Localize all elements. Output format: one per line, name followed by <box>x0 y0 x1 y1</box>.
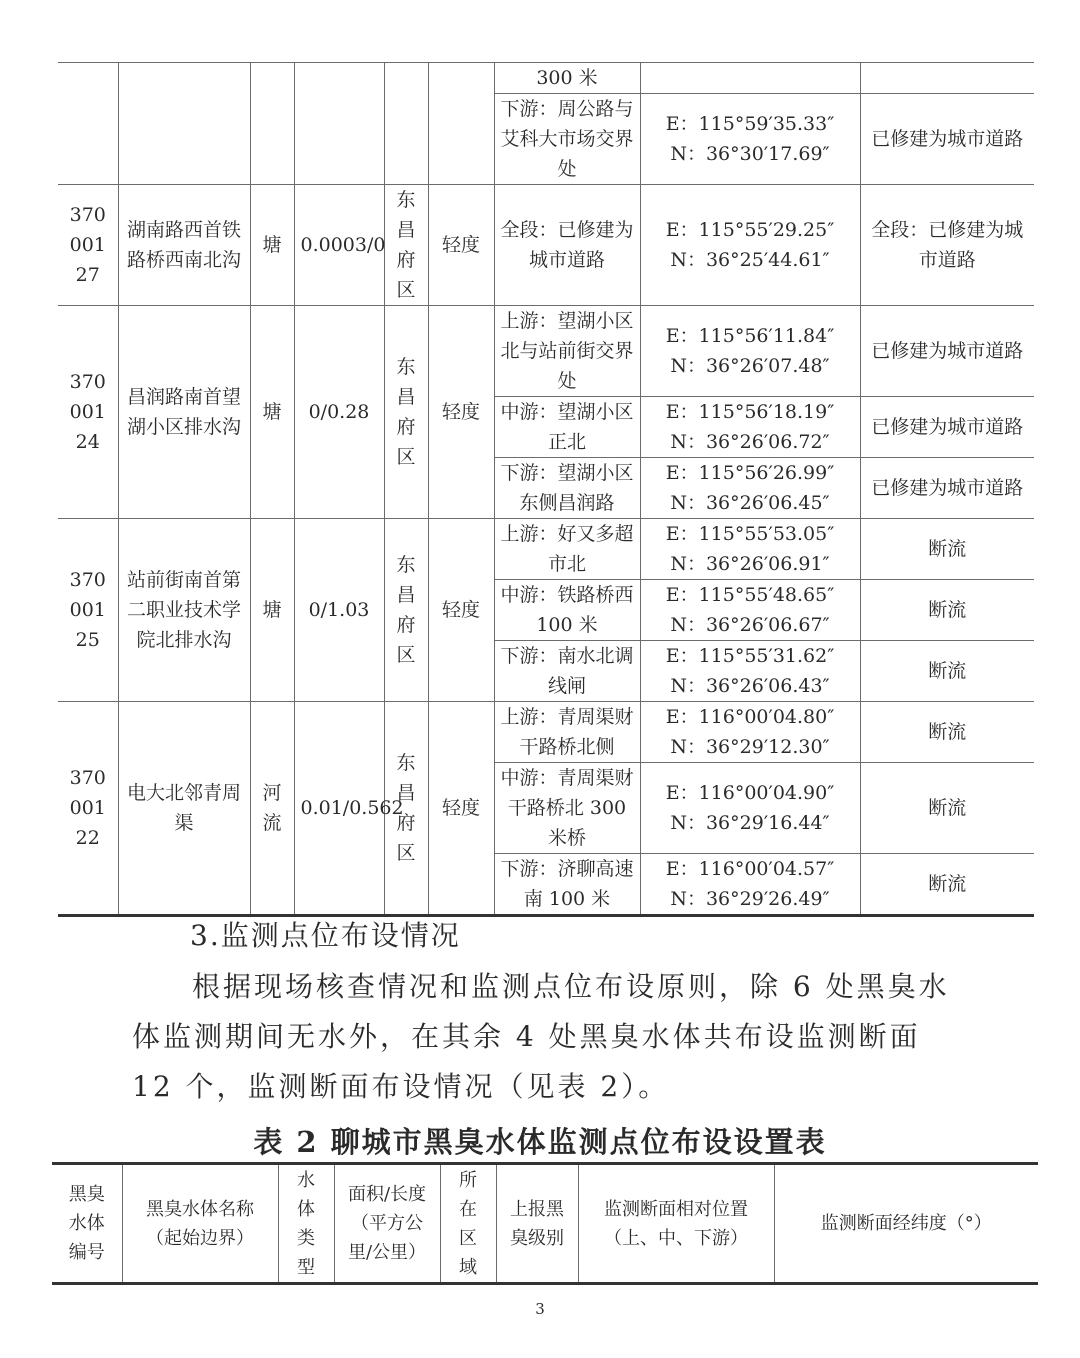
longitude: E：115°56′26.99″ <box>665 462 835 484</box>
size-cell: 0.01/0.562 <box>294 702 384 916</box>
status-cell: 断流 <box>860 854 1034 916</box>
size-cell: 0.0003/0 <box>294 185 384 306</box>
header-code: 黑臭 水体 编号 <box>52 1164 122 1284</box>
coord-cell <box>640 63 860 94</box>
segment-cell: 下游：望湖小区东侧昌润路 <box>494 458 640 519</box>
section-paragraph: 根据现场核查情况和监测点位布设原则，除 6 处黑臭水体监测期间无水外，在其余 4 处黑臭水体共布设监测断面 12 个，监测断面布设情况（见表 2）。 <box>132 970 950 1103</box>
latitude: N：36°26′07.48″ <box>670 355 830 377</box>
longitude: E：115°56′18.19″ <box>665 401 835 423</box>
latitude: N：36°26′06.72″ <box>670 431 830 453</box>
coord-cell <box>640 185 860 306</box>
table-row <box>58 306 1034 397</box>
header-type: 水 体 类 型 <box>278 1164 334 1284</box>
latitude: N：36°26′06.43″ <box>670 675 830 697</box>
size-cell: 0/1.03 <box>294 519 384 702</box>
size-cell: 0/0.28 <box>294 306 384 519</box>
coord-cell <box>640 397 860 458</box>
segment-cell: 下游：南水北调线闸 <box>494 641 640 702</box>
coord-cell <box>640 854 860 916</box>
status-cell: 断流 <box>860 763 1034 854</box>
latitude: N：36°29′16.44″ <box>670 812 830 834</box>
code-cell: 370 001 25 <box>58 519 118 702</box>
monitoring-points-table-header <box>52 1162 1038 1285</box>
status-cell: 断流 <box>860 580 1034 641</box>
segment-cell: 300 米 <box>494 63 640 94</box>
district-cell: 东 昌 府 区 <box>384 185 428 306</box>
segment-cell: 中游：铁路桥西 100 米 <box>494 580 640 641</box>
coord-cell <box>640 763 860 854</box>
coord-cell <box>640 702 860 763</box>
coord-cell <box>640 580 860 641</box>
name-cell: 站前街南首第二职业技术学院北排水沟 <box>118 519 250 702</box>
district-cell: 东 昌 府 区 <box>384 519 428 702</box>
name-cell: 湖南路西首铁路桥西南北沟 <box>118 185 250 306</box>
segment-cell: 下游：周公路与艾科大市场交界处 <box>494 94 640 185</box>
level-cell: 轻度 <box>428 185 494 306</box>
size-cell <box>294 63 384 185</box>
code-cell <box>58 63 118 185</box>
black-odorous-water-table <box>58 62 1034 917</box>
table-row <box>58 519 1034 580</box>
district-cell: 东 昌 府 区 <box>384 306 428 519</box>
latitude: N：36°26′06.45″ <box>670 492 830 514</box>
header-row <box>52 1164 1038 1284</box>
coord-cell <box>640 458 860 519</box>
segment-cell: 上游：好又多超市北 <box>494 519 640 580</box>
segment-cell: 上游：望湖小区北与站前街交界处 <box>494 306 640 397</box>
status-cell <box>860 63 1034 94</box>
segment-cell: 下游：济聊高速南 100 米 <box>494 854 640 916</box>
longitude: E：116°00′04.80″ <box>665 706 835 728</box>
coord-cell <box>640 519 860 580</box>
longitude: E：116°00′04.90″ <box>665 782 835 804</box>
type-cell: 河流 <box>250 702 294 916</box>
status-cell: 已修建为城市道路 <box>860 306 1034 397</box>
status-cell: 已修建为城市道路 <box>860 94 1034 185</box>
table-row <box>58 702 1034 763</box>
code-cell: 370 001 27 <box>58 185 118 306</box>
latitude: N：36°29′12.30″ <box>670 736 830 758</box>
header-position: 监测断面相对位置 （上、中、下游） <box>578 1164 774 1284</box>
district-cell: 东 昌 府 区 <box>384 702 428 916</box>
longitude: E：115°55′31.62″ <box>665 645 835 667</box>
segment-cell: 上游：青周渠财干路桥北侧 <box>494 702 640 763</box>
status-cell: 全段：已修建为城市道路 <box>860 185 1034 306</box>
type-cell <box>250 63 294 185</box>
coord-cell <box>640 641 860 702</box>
district-cell <box>384 63 428 185</box>
section-heading: 3.监测点位布设情况 <box>190 919 461 952</box>
longitude: E：115°56′11.84″ <box>665 325 835 347</box>
coord-cell <box>640 94 860 185</box>
segment-cell: 全段：已修建为城市道路 <box>494 185 640 306</box>
header-coords: 监测断面经纬度（°） <box>774 1164 1038 1284</box>
status-cell: 断流 <box>860 702 1034 763</box>
longitude: E：116°00′04.57″ <box>665 858 835 880</box>
level-cell: 轻度 <box>428 306 494 519</box>
type-cell: 塘 <box>250 185 294 306</box>
name-cell <box>118 63 250 185</box>
latitude: N：36°26′06.91″ <box>670 553 830 575</box>
status-cell: 断流 <box>860 519 1034 580</box>
level-cell: 轻度 <box>428 702 494 916</box>
header-name: 黑臭水体名称 （起始边界） <box>122 1164 278 1284</box>
type-cell: 塘 <box>250 519 294 702</box>
level-cell <box>428 63 494 185</box>
latitude: N：36°25′44.61″ <box>670 249 830 271</box>
table2-caption: 表 2 聊城市黑臭水体监测点位布设设置表 <box>253 1125 827 1159</box>
latitude: N：36°30′17.69″ <box>670 143 830 165</box>
header-district: 所 在 区 域 <box>440 1164 496 1284</box>
longitude: E：115°55′53.05″ <box>665 523 835 545</box>
table-row <box>58 185 1034 306</box>
status-cell: 已修建为城市道路 <box>860 397 1034 458</box>
longitude: E：115°55′48.65″ <box>665 584 835 606</box>
header-size: 面积/长度 （平方公 里/公里） <box>334 1164 440 1284</box>
type-cell: 塘 <box>250 306 294 519</box>
table-row <box>58 63 1034 94</box>
longitude: E：115°55′29.25″ <box>665 219 835 241</box>
coord-cell <box>640 306 860 397</box>
status-cell: 已修建为城市道路 <box>860 458 1034 519</box>
longitude: E：115°59′35.33″ <box>665 113 835 135</box>
segment-cell: 中游：望湖小区正北 <box>494 397 640 458</box>
level-cell: 轻度 <box>428 519 494 702</box>
status-cell: 断流 <box>860 641 1034 702</box>
page-number: 3 <box>535 1300 545 1318</box>
latitude: N：36°29′26.49″ <box>670 888 830 910</box>
header-level: 上报黑 臭级别 <box>496 1164 578 1284</box>
code-cell: 370 001 24 <box>58 306 118 519</box>
name-cell: 电大北邻青周渠 <box>118 702 250 916</box>
segment-cell: 中游：青周渠财干路桥北 300 米桥 <box>494 763 640 854</box>
latitude: N：36°26′06.67″ <box>670 614 830 636</box>
code-cell: 370 001 22 <box>58 702 118 916</box>
name-cell: 昌润路南首望湖小区排水沟 <box>118 306 250 519</box>
